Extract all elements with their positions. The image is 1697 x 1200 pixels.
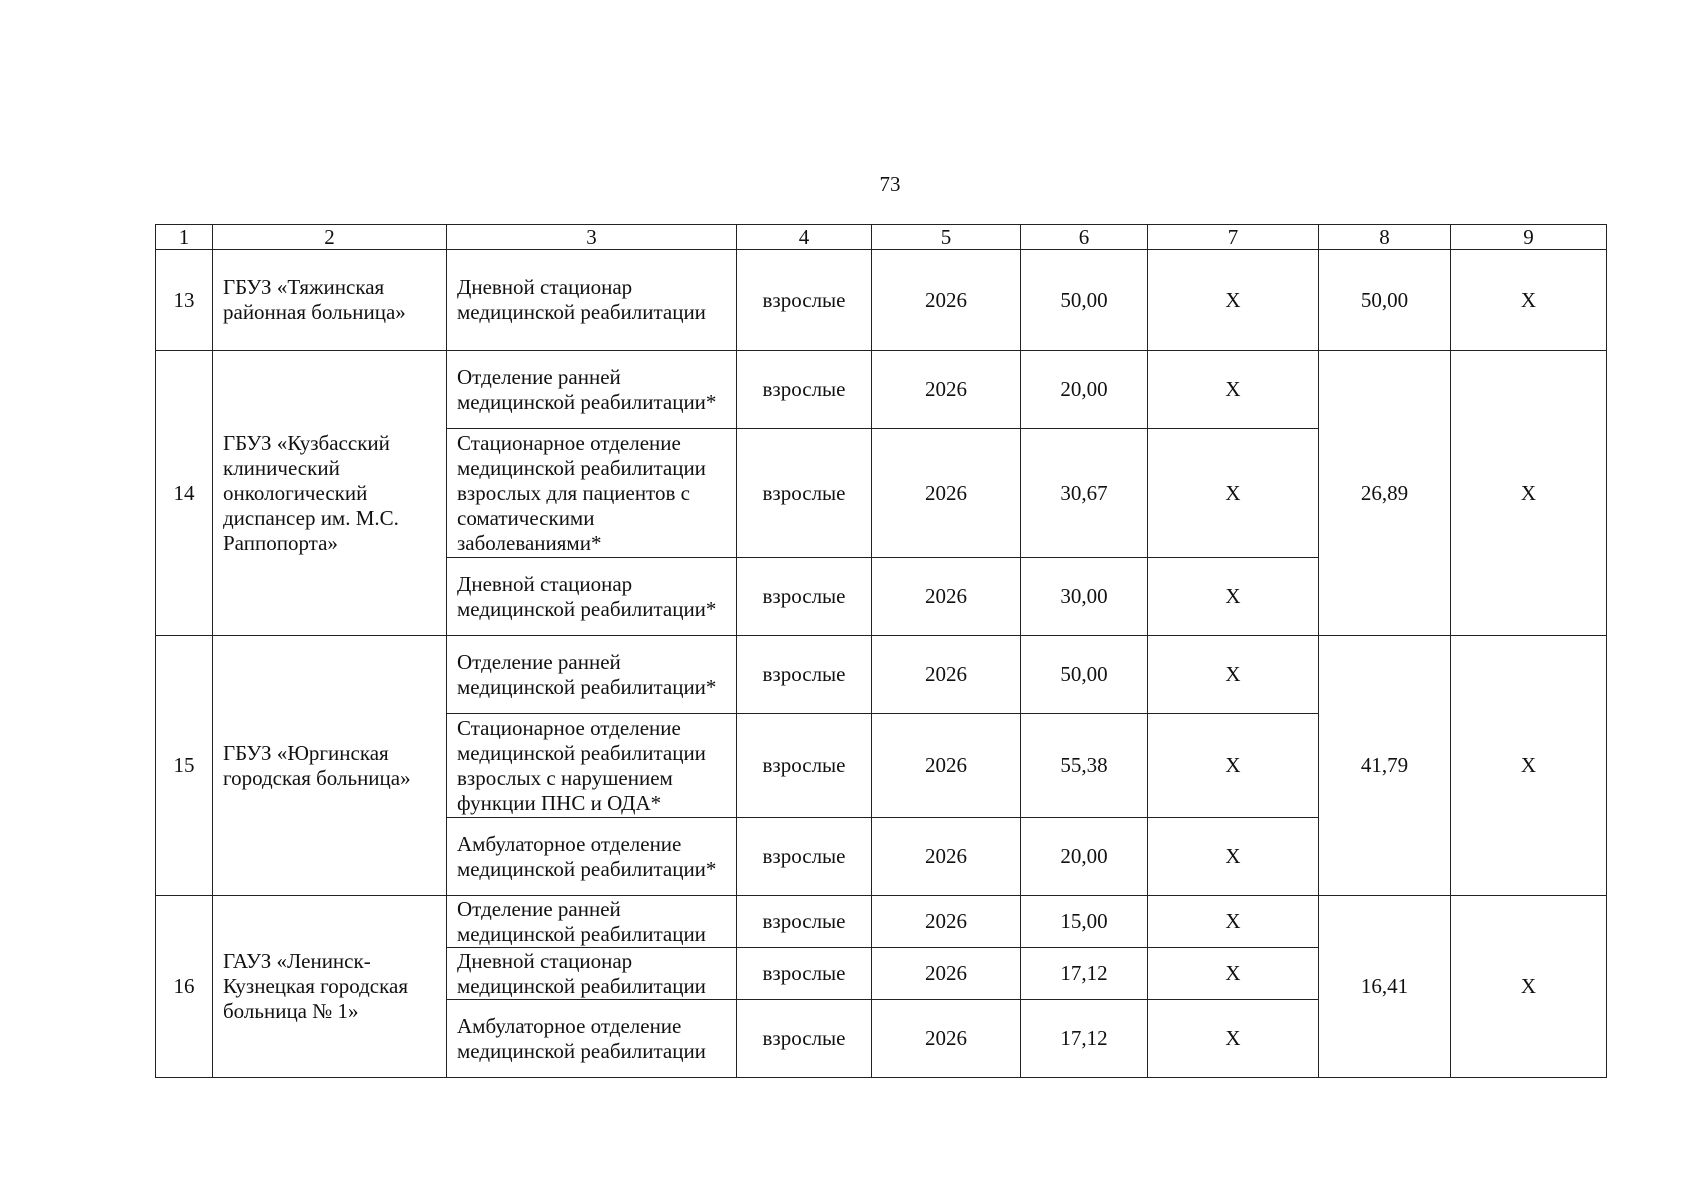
patient-group: взрослые — [737, 558, 872, 636]
unit-name: Амбулаторное отделение медицинской реабилитации — [447, 1000, 737, 1078]
year: 2026 — [872, 714, 1021, 818]
column-8-value: 16,41 — [1319, 896, 1451, 1078]
unit-name: Отделение ранней медицинской реабилитации* — [447, 351, 737, 429]
column-7-value: X — [1148, 896, 1319, 948]
year: 2026 — [872, 896, 1021, 948]
column-9-value: X — [1451, 636, 1607, 896]
patient-group: взрослые — [737, 896, 872, 948]
column-number: 9 — [1451, 225, 1607, 250]
column-number: 3 — [447, 225, 737, 250]
year: 2026 — [872, 250, 1021, 351]
column-7-value: X — [1148, 1000, 1319, 1078]
table-row — [156, 636, 1607, 714]
unit-name: Стационарное отделение медицинской реабилитации взрослых с нарушением функции ПНС и ОДА* — [447, 714, 737, 818]
column-number: 4 — [737, 225, 872, 250]
column-7-value: X — [1148, 714, 1319, 818]
patient-group: взрослые — [737, 1000, 872, 1078]
row-number: 13 — [156, 250, 213, 351]
column-9-value: X — [1451, 896, 1607, 1078]
column-number: 8 — [1319, 225, 1451, 250]
row-number: 14 — [156, 351, 213, 636]
patient-group: взрослые — [737, 948, 872, 1000]
table-row — [156, 351, 1607, 429]
unit-name: Отделение ранней медицинской реабилитации* — [447, 636, 737, 714]
unit-name: Дневной стационар медицинской реабилитации — [447, 250, 737, 351]
page-number: 73 — [879, 172, 901, 196]
unit-value: 50,00 — [1021, 636, 1148, 714]
unit-value: 20,00 — [1021, 818, 1148, 896]
unit-value: 15,00 — [1021, 896, 1148, 948]
column-8-value: 41,79 — [1319, 636, 1451, 896]
column-number: 6 — [1021, 225, 1148, 250]
column-7-value: X — [1148, 818, 1319, 896]
column-number: 1 — [156, 225, 213, 250]
row-number: 15 — [156, 636, 213, 896]
unit-value: 17,12 — [1021, 1000, 1148, 1078]
unit-value: 50,00 — [1021, 250, 1148, 351]
column-number: 7 — [1148, 225, 1319, 250]
patient-group: взрослые — [737, 636, 872, 714]
patient-group: взрослые — [737, 714, 872, 818]
year: 2026 — [872, 948, 1021, 1000]
column-7-value: X — [1148, 351, 1319, 429]
column-9-value: X — [1451, 351, 1607, 636]
organization-name: ГБУЗ «Юргинская городская больница» — [213, 636, 447, 896]
unit-name: Стационарное отделение медицинской реабилитации взрослых для пациентов с соматическими заболеваниями* — [447, 429, 737, 558]
column-number-row — [156, 225, 1607, 250]
column-7-value: X — [1148, 250, 1319, 351]
patient-group: взрослые — [737, 818, 872, 896]
year: 2026 — [872, 818, 1021, 896]
unit-value: 30,00 — [1021, 558, 1148, 636]
patient-group: взрослые — [737, 351, 872, 429]
column-9-value: X — [1451, 250, 1607, 351]
column-7-value: X — [1148, 429, 1319, 558]
unit-value: 17,12 — [1021, 948, 1148, 1000]
column-7-value: X — [1148, 636, 1319, 714]
column-8-value: 26,89 — [1319, 351, 1451, 636]
column-8-value: 50,00 — [1319, 250, 1451, 351]
column-number: 5 — [872, 225, 1021, 250]
table-row — [156, 896, 1607, 948]
unit-value: 55,38 — [1021, 714, 1148, 818]
unit-name: Дневной стационар медицинской реабилитации* — [447, 558, 737, 636]
unit-name: Амбулаторное отделение медицинской реабилитации* — [447, 818, 737, 896]
unit-name: Дневной стационар медицинской реабилитации — [447, 948, 737, 1000]
unit-value: 30,67 — [1021, 429, 1148, 558]
organization-name: ГБУЗ «Кузбасский клинический онкологический диспансер им. М.С. Раппопорта» — [213, 351, 447, 636]
column-7-value: X — [1148, 948, 1319, 1000]
unit-name: Отделение ранней медицинской реабилитации — [447, 896, 737, 948]
table-row — [156, 250, 1607, 351]
unit-value: 20,00 — [1021, 351, 1148, 429]
patient-group: взрослые — [737, 250, 872, 351]
organization-name: ГБУЗ «Тяжинская районная больница» — [213, 250, 447, 351]
patient-group: взрослые — [737, 429, 872, 558]
column-7-value: X — [1148, 558, 1319, 636]
row-number: 16 — [156, 896, 213, 1078]
year: 2026 — [872, 351, 1021, 429]
year: 2026 — [872, 429, 1021, 558]
year: 2026 — [872, 558, 1021, 636]
organization-name: ГАУЗ «Ленинск-Кузнецкая городская больница № 1» — [213, 896, 447, 1078]
year: 2026 — [872, 1000, 1021, 1078]
column-number: 2 — [213, 225, 447, 250]
rehabilitation-table — [155, 224, 1607, 1078]
year: 2026 — [872, 636, 1021, 714]
